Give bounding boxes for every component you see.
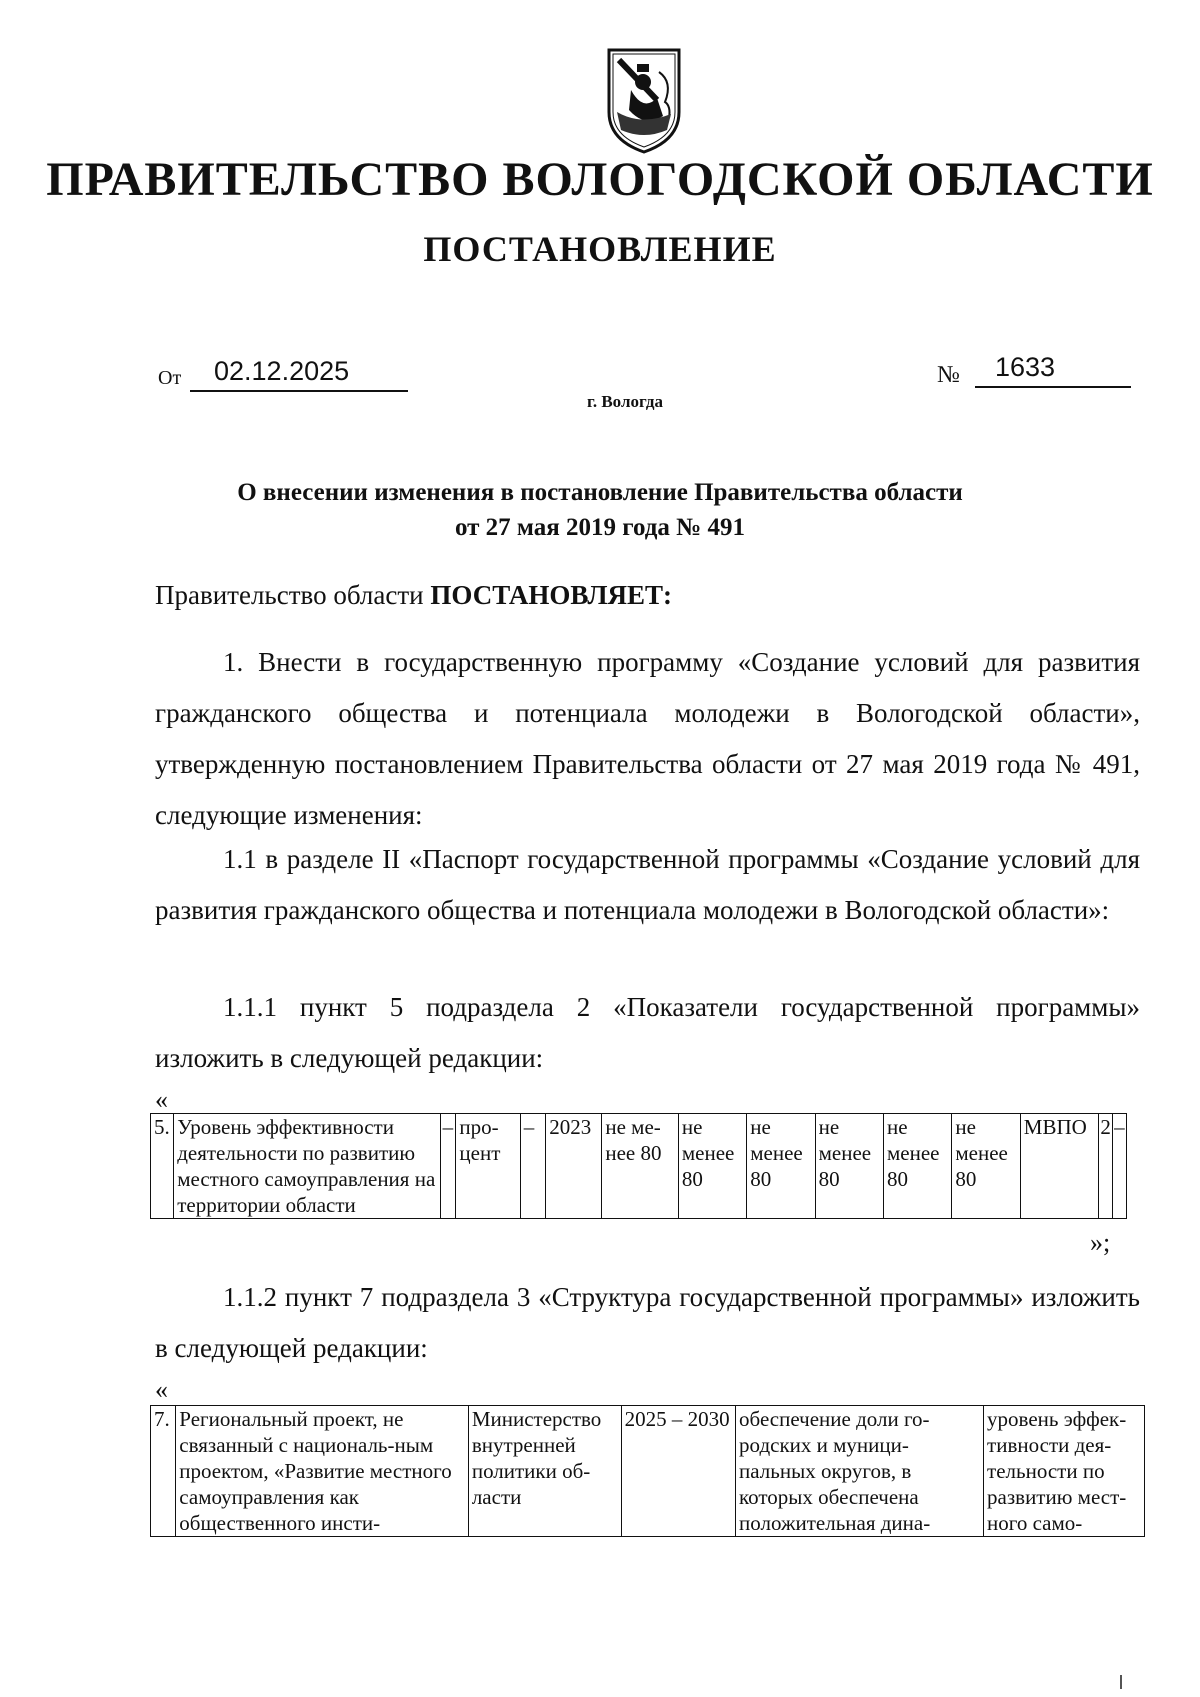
table-cell: – [520, 1114, 546, 1219]
table-cell: уровень эффек-тивности дея-тельности по развитию мест-ного само- [984, 1406, 1145, 1537]
table-row [151, 1406, 1145, 1537]
subject-line-1: О внесении изменения в постановление Правительства области [237, 479, 963, 506]
table-row [151, 1114, 1127, 1219]
table-cell: МВПО [1020, 1114, 1099, 1219]
table-cell: 2023 [546, 1114, 602, 1219]
preamble [155, 580, 672, 611]
table-cell: 5. [151, 1114, 174, 1219]
table-cell: не менее 80 [884, 1114, 952, 1219]
paragraph-1: 1. Внести в государственную программу «Создание условий для развития гражданского общества и потенциала молодежи в Вологодской области», утвержденную постановлением Правительства области от 27 мая 2019 года № 491, следующие изменения: [155, 647, 1140, 830]
table-cell: 7. [151, 1406, 176, 1537]
preamble-prefix: Правительство области [155, 580, 431, 610]
city: г. Вологда [587, 392, 663, 411]
document-number: 1633 [975, 352, 1131, 388]
paragraph-1-1: 1.1 в разделе II «Паспорт государственной программы «Создание условий для развития гражданского общества и потенциала молодежи в Вологодской области»: [155, 844, 1140, 925]
preamble-verb: ПОСТАНОВЛЯЕТ: [430, 580, 672, 610]
table-cell: не ме-нее 80 [602, 1114, 679, 1219]
document-subject [0, 475, 1200, 545]
structure-table [150, 1405, 1145, 1537]
table-cell: – [440, 1114, 456, 1219]
scan-mark [1120, 1675, 1122, 1689]
table-cell: про-цент [456, 1114, 520, 1219]
table-cell: Министерство внутренней политики об-ласти [468, 1406, 621, 1537]
paragraph-1-1-2: 1.1.2 пункт 7 подраздела 3 «Структура государственной программы» изложить в следующей редакции: [155, 1282, 1140, 1363]
document-type: ПОСТАНОВЛЕНИЕ [423, 229, 777, 269]
quote-close: »; [1090, 1228, 1111, 1257]
table-cell: 2 [1099, 1114, 1113, 1219]
table-cell: 2025 – 2030 [621, 1406, 735, 1537]
paragraph-1-1-1: 1.1.1 пункт 5 подраздела 2 «Показатели государственной программы» изложить в следующей редакции: [155, 992, 1140, 1073]
table-cell: обеспечение доли го-родских и муници-пальных округов, в которых обеспечена положительная дина- [736, 1406, 984, 1537]
government-title: ПРАВИТЕЛЬСТВО ВОЛОГОДСКОЙ ОБЛАСТИ [46, 153, 1154, 206]
indicator-table [150, 1113, 1127, 1219]
table-cell: не менее 80 [747, 1114, 815, 1219]
table-cell: Региональный проект, не связанный с националь-ным проектом, «Развитие местного самоуправления как общественного инсти- [176, 1406, 469, 1537]
coat-of-arms-icon [601, 42, 687, 154]
quote-open: « [155, 1085, 168, 1114]
document-date: 02.12.2025 [190, 356, 408, 392]
table-cell: – [1113, 1114, 1127, 1219]
table-cell: не менее 80 [678, 1114, 746, 1219]
table-cell: Уровень эффективности деятельности по развитию местного самоуправления на территории области [174, 1114, 440, 1219]
date-label: От [158, 367, 182, 389]
quote-open: « [155, 1375, 168, 1404]
subject-line-2: от 27 мая 2019 года № 491 [454, 514, 746, 541]
table-cell: не менее 80 [952, 1114, 1020, 1219]
table-cell: не менее 80 [815, 1114, 883, 1219]
number-label: № [937, 362, 960, 388]
